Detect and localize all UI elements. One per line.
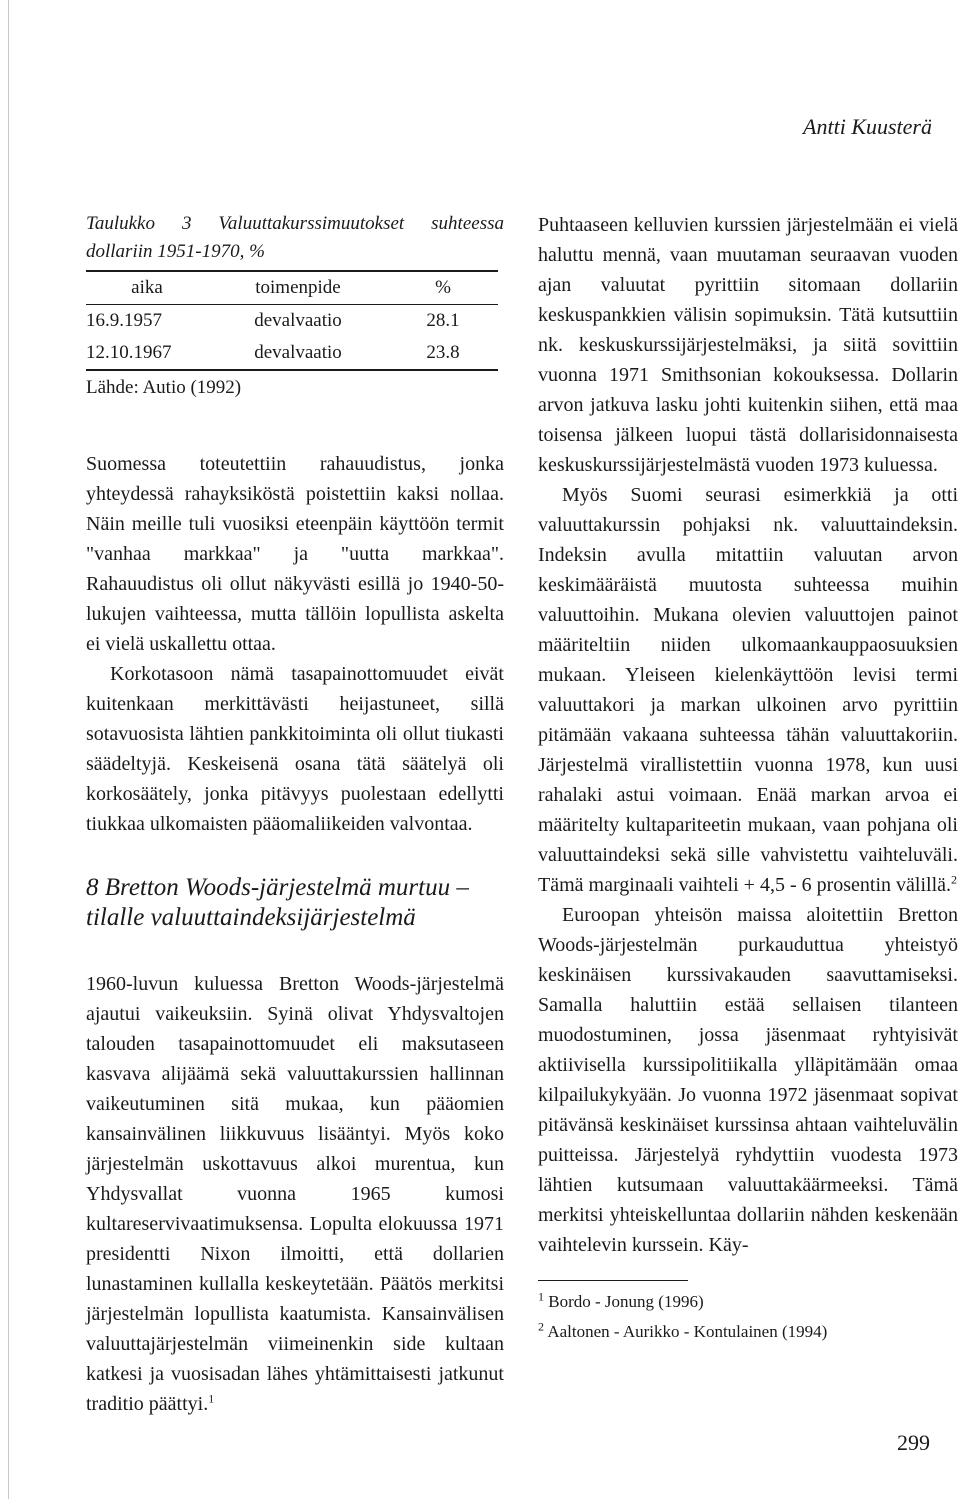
footnote-ref: 2	[951, 872, 958, 887]
table-source: Lähde: Autio (1992)	[86, 377, 242, 398]
footnote-text: Aaltonen - Aurikko - Kontulainen (1994)	[547, 1322, 828, 1341]
running-header-author: Antti Kuusterä	[803, 114, 932, 139]
table-row	[86, 305, 498, 338]
cell-date: 12.10.1967	[86, 342, 172, 363]
footnote-text: Bordo - Jonung (1996)	[548, 1292, 704, 1311]
column-header-action: toimenpide	[255, 277, 341, 298]
table-row	[86, 337, 498, 370]
footnote-ref: 1	[208, 1391, 215, 1406]
paragraph-text: Myös Suomi seurasi esimerkkiä ja otti valuuttakurssin pohjaksi nk. valuuttaindeksin. Indeksin avulla mitattiin valuutan arvon keskimääräistä muutosta suhteessa muihin valuuttoihin. Mukana olevien valuuttojen painot määriteltiin niiden ulkomaankauppaosuuksien mukaan. Yleiseen kielenkäyttöön levisi termi valuuttakori ja markan ulkoinen arvo pyrittiin pitämään vakaana suhteessa tähän valuuttakoriin. Järjestelmä virallistettiin vuonna 1978, kun uusi rahalaki astui voimaan. Enää markan arvoa ei määritelty kultapariteetin mukaan, vaan pohjana oli valuuttaindeksi sekä sille vahvistettu vaihteluväli. Tämä marginaali vaihteli + 4,5 - 6 prosentin välillä.	[538, 484, 958, 896]
body-paragraph: Puhtaaseen kelluvien kurssien järjestelmään ei vielä haluttu mennä, vaan muutaman seuraavan vuoden ajan valuutat pyrittiin sitomaan dollariin keskuspankkien välisin sopimuksin. Tätä kutsuttiin nk. keskuskurssijärjestelmäksi, ja siitä sovittiin vuonna 1971 Smithsonian kokouksessa. Dollarin arvon jatkuva lasku johti kuitenkin siihen, että maa toisensa jälkeen luopui tästä dollarisidonnaisesta keskuskurssijärjestelmästä vuoden 1973 kuluessa.	[538, 214, 958, 476]
body-paragraph: Suomessa toteutettiin rahauudistus, jonka yhteydessä rahayksiköstä poistettiin kaksi nollaa. Näin meille tuli vuosiksi eteenpäin käyttöön termit "vanhaa markkaa" ja "uutta markkaa". Rahauudistus oli ollut näkyvästi esillä jo 1940-50-lukujen vaihteessa, mutta tällöin lopullista askelta ei vielä uskallettu ottaa.	[86, 453, 504, 655]
body-paragraph: Euroopan yhteisön maissa aloitettiin Bretton Woods-järjestelmän purkauduttua yhteistyö keskinäisen kurssivakauden saavuttamiseksi. Samalla haluttiin estää sellaisen tilanteen muodostuminen, jossa jäsenmaat ryhtyisivät aktiivisella kurssipolitiikalla ylläpitämään omaa kilpailukykyään. Jo vuonna 1972 jäsenmaat sopivat pitävänsä keskinäiset kurssinsa ahtaan vaihteluvälin puitteissa. Järjestelyä ryhdyttiin vuodesta 1973 lähtien kutsumaan valuuttakäärmeeksi. Tämä merkitsi yhteiskelluntaa dollariin nähden keskenään vaihtelevin kurssein. Käy-	[538, 904, 958, 1256]
footnote-number: 2	[538, 1319, 544, 1334]
section-heading: 8 Bretton Woods-järjestelmä murtuu – tilalle valuuttaindeksijärjestelmä	[86, 874, 469, 931]
cell-date: 16.9.1957	[86, 310, 162, 331]
footnote	[538, 1317, 958, 1347]
cell-percent: 28.1	[426, 310, 460, 331]
body-paragraph	[538, 480, 958, 900]
page-edge-line	[8, 0, 9, 1499]
table-caption: Taulukko 3 Valuuttakurssimuutokset suhteessa dollariin 1951-1970, %	[86, 213, 504, 262]
footnote-divider	[538, 1280, 688, 1281]
page-number: 299	[897, 1430, 930, 1455]
footnote-number: 1	[538, 1289, 544, 1304]
cell-action: devalvaatio	[254, 342, 342, 363]
column-header-percent: %	[435, 277, 451, 298]
body-paragraph	[86, 969, 504, 1419]
right-column	[538, 210, 958, 1347]
left-column	[86, 210, 504, 1419]
body-paragraph: Korkotasoon nämä tasapainottomuudet eivät kuitenkaan merkittävästi heijastuneet, sillä sotavuosista lähtien pankkitoiminta oli ollut tiukasti säädeltyjä. Keskeisenä osana tätä säätelyä oli korkosäätely, jonka pitävyys puolestaan edellytti tiukkaa ulkomaisten pääomaliikeiden valvontaa.	[86, 663, 504, 835]
cell-percent: 23.8	[426, 342, 460, 363]
table-header-row	[86, 271, 498, 305]
paragraph-text: 1960-luvun kuluessa Bretton Woods-järjestelmä ajautui vaikeuksiin. Syinä olivat Yhdysvaltojen talouden tasapainottomuudet eli maksutaseen kasvava alijäämä sekä valuuttakurssien hallinnan vaikeutuminen sitä mukaa, kun pääomien kansainvälinen liikkuvuus lisääntyi. Myös koko järjestelmän uskottavuus alkoi murentua, kun Yhdysvallat vuonna 1965 kumosi kultareservivaatimuksensa. Lopulta elokuussa 1971 presidentti Nixon ilmoitti, että dollarien lunastaminen kullalla keskeytetään. Päätös merkitsi järjestelmän lopullista kaatumista. Kansainvälisen valuuttajärjestelmän viimeinenkin side kultaan katkesi ja vuosisadan lähes yhtämittaisesti jatkunut traditio päättyi.	[86, 973, 504, 1415]
exchange-rate-table	[86, 270, 498, 371]
column-header-date: aika	[131, 277, 163, 298]
footnote	[538, 1287, 958, 1317]
cell-action: devalvaatio	[254, 310, 342, 331]
